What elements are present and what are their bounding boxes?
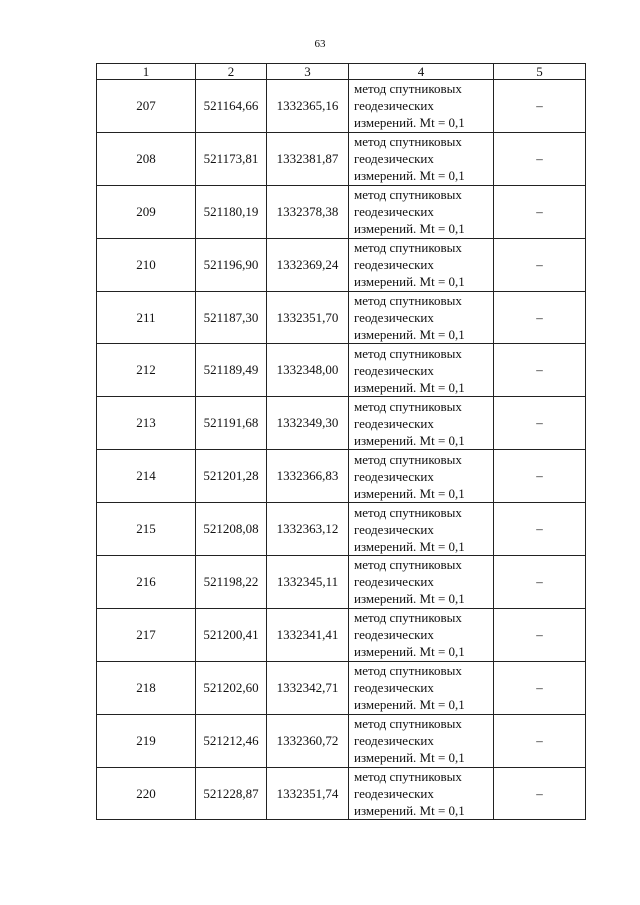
note-cell: – bbox=[494, 714, 586, 767]
note-cell: – bbox=[494, 503, 586, 556]
method-cell bbox=[349, 767, 494, 820]
x-coordinate-cell: 521164,66 bbox=[196, 80, 267, 133]
point-id-cell: 217 bbox=[97, 608, 196, 661]
point-id-cell: 215 bbox=[97, 503, 196, 556]
x-coordinate-cell: 521173,81 bbox=[196, 132, 267, 185]
note-cell: – bbox=[494, 291, 586, 344]
note-cell: – bbox=[494, 556, 586, 609]
method-line: геодезических bbox=[354, 362, 434, 378]
method-line: измерений. Mt = 0,1 bbox=[354, 697, 465, 713]
method-cell bbox=[349, 397, 494, 450]
coordinates-table bbox=[96, 63, 586, 820]
method-cell bbox=[349, 238, 494, 291]
column-header-1: 1 bbox=[97, 64, 196, 80]
note-cell: – bbox=[494, 397, 586, 450]
x-coordinate-cell: 521212,46 bbox=[196, 714, 267, 767]
method-line: геодезических bbox=[354, 98, 434, 114]
point-id-cell: 214 bbox=[97, 450, 196, 503]
table-row bbox=[97, 397, 586, 450]
method-cell bbox=[349, 608, 494, 661]
method-line: метод спутниковых bbox=[354, 610, 462, 626]
table-row bbox=[97, 450, 586, 503]
page-number: 63 bbox=[314, 38, 326, 50]
point-id-cell: 208 bbox=[97, 132, 196, 185]
method-line: метод спутниковых bbox=[354, 557, 462, 573]
method-cell bbox=[349, 450, 494, 503]
table-row bbox=[97, 185, 586, 238]
y-coordinate-cell: 1332341,41 bbox=[267, 608, 349, 661]
method-cell bbox=[349, 556, 494, 609]
point-id-cell: 212 bbox=[97, 344, 196, 397]
note-cell: – bbox=[494, 185, 586, 238]
method-cell bbox=[349, 132, 494, 185]
method-line: геодезических bbox=[354, 521, 434, 537]
method-line: метод спутниковых bbox=[354, 293, 462, 308]
method-line: геодезических bbox=[354, 627, 434, 643]
table-row bbox=[97, 238, 586, 291]
method-line: измерений. Mt = 0,1 bbox=[354, 538, 465, 554]
note-cell: – bbox=[494, 344, 586, 397]
method-line: метод спутниковых bbox=[354, 663, 462, 679]
table-row bbox=[97, 291, 586, 344]
method-line: геодезических bbox=[354, 786, 434, 802]
table-row bbox=[97, 767, 586, 820]
y-coordinate-cell: 1332381,87 bbox=[267, 132, 349, 185]
header-row bbox=[97, 64, 586, 80]
method-line: измерений. Mt = 0,1 bbox=[354, 168, 465, 184]
point-id-cell: 220 bbox=[97, 767, 196, 820]
table-body bbox=[97, 80, 586, 820]
method-line: геодезических bbox=[354, 733, 434, 749]
method-line: геодезических bbox=[354, 574, 434, 590]
method-line: метод спутниковых bbox=[354, 716, 462, 732]
point-id-cell: 216 bbox=[97, 556, 196, 609]
y-coordinate-cell: 1332345,11 bbox=[267, 556, 349, 609]
method-line: метод спутниковых bbox=[354, 504, 462, 520]
note-cell: – bbox=[494, 450, 586, 503]
method-line: измерений. Mt = 0,1 bbox=[354, 327, 465, 342]
method-line: метод спутниковых bbox=[354, 187, 462, 203]
x-coordinate-cell: 521191,68 bbox=[196, 397, 267, 450]
method-cell bbox=[349, 661, 494, 714]
method-line: геодезических bbox=[354, 468, 434, 484]
point-id-cell: 213 bbox=[97, 397, 196, 450]
method-line: метод спутниковых bbox=[354, 451, 462, 467]
note-cell: – bbox=[494, 132, 586, 185]
x-coordinate-cell: 521189,49 bbox=[196, 344, 267, 397]
column-header-3: 3 bbox=[267, 64, 349, 80]
method-line: измерений. Mt = 0,1 bbox=[354, 644, 465, 660]
x-coordinate-cell: 521202,60 bbox=[196, 661, 267, 714]
method-cell bbox=[349, 185, 494, 238]
y-coordinate-cell: 1332349,30 bbox=[267, 397, 349, 450]
method-line: геодезических bbox=[354, 415, 434, 431]
note-cell: – bbox=[494, 767, 586, 820]
y-coordinate-cell: 1332365,16 bbox=[267, 80, 349, 133]
note-cell: – bbox=[494, 661, 586, 714]
method-line: измерений. Mt = 0,1 bbox=[354, 221, 465, 237]
note-cell: – bbox=[494, 238, 586, 291]
point-id-cell: 209 bbox=[97, 185, 196, 238]
method-line: измерений. Mt = 0,1 bbox=[354, 115, 465, 131]
table-row bbox=[97, 608, 586, 661]
point-id-cell: 207 bbox=[97, 80, 196, 133]
column-header-5: 5 bbox=[494, 64, 586, 80]
table-row bbox=[97, 503, 586, 556]
table-row bbox=[97, 80, 586, 133]
table-row bbox=[97, 714, 586, 767]
x-coordinate-cell: 521201,28 bbox=[196, 450, 267, 503]
y-coordinate-cell: 1332363,12 bbox=[267, 503, 349, 556]
method-cell bbox=[349, 344, 494, 397]
method-cell bbox=[349, 714, 494, 767]
method-line: геодезических bbox=[354, 204, 434, 220]
table-row bbox=[97, 661, 586, 714]
method-line: метод спутниковых bbox=[354, 398, 462, 414]
y-coordinate-cell: 1332351,74 bbox=[267, 767, 349, 820]
point-id-cell: 211 bbox=[97, 291, 196, 344]
x-coordinate-cell: 521208,08 bbox=[196, 503, 267, 556]
y-coordinate-cell: 1332369,24 bbox=[267, 238, 349, 291]
y-coordinate-cell: 1332366,83 bbox=[267, 450, 349, 503]
method-line: геодезических bbox=[354, 680, 434, 696]
point-id-cell: 219 bbox=[97, 714, 196, 767]
method-line: метод спутниковых bbox=[354, 81, 462, 97]
x-coordinate-cell: 521228,87 bbox=[196, 767, 267, 820]
point-id-cell: 218 bbox=[97, 661, 196, 714]
method-line: измерений. Mt = 0,1 bbox=[354, 591, 465, 607]
x-coordinate-cell: 521200,41 bbox=[196, 608, 267, 661]
method-line: геодезических bbox=[354, 257, 434, 273]
x-coordinate-cell: 521187,30 bbox=[196, 291, 267, 344]
column-header-2: 2 bbox=[196, 64, 267, 80]
y-coordinate-cell: 1332378,38 bbox=[267, 185, 349, 238]
table-row bbox=[97, 344, 586, 397]
column-header-4: 4 bbox=[349, 64, 494, 80]
method-line: измерений. Mt = 0,1 bbox=[354, 274, 465, 290]
method-line: измерений. Mt = 0,1 bbox=[354, 750, 465, 766]
point-id-cell: 210 bbox=[97, 238, 196, 291]
method-line: геодезических bbox=[354, 151, 434, 167]
method-line: измерений. Mt = 0,1 bbox=[354, 432, 465, 448]
method-cell bbox=[349, 503, 494, 556]
method-line: измерений. Mt = 0,1 bbox=[354, 803, 465, 819]
method-line: метод спутниковых bbox=[354, 769, 462, 785]
method-line: измерений. Mt = 0,1 bbox=[354, 379, 465, 395]
method-line: метод спутниковых bbox=[354, 240, 462, 256]
note-cell: – bbox=[494, 80, 586, 133]
table-row bbox=[97, 132, 586, 185]
method-line: геодезических bbox=[354, 310, 434, 325]
method-cell bbox=[349, 291, 494, 344]
table-row bbox=[97, 556, 586, 609]
method-line: метод спутниковых bbox=[354, 134, 462, 150]
method-line: метод спутниковых bbox=[354, 345, 462, 361]
y-coordinate-cell: 1332342,71 bbox=[267, 661, 349, 714]
method-cell bbox=[349, 80, 494, 133]
x-coordinate-cell: 521198,22 bbox=[196, 556, 267, 609]
y-coordinate-cell: 1332351,70 bbox=[267, 291, 349, 344]
note-cell: – bbox=[494, 608, 586, 661]
x-coordinate-cell: 521180,19 bbox=[196, 185, 267, 238]
y-coordinate-cell: 1332360,72 bbox=[267, 714, 349, 767]
y-coordinate-cell: 1332348,00 bbox=[267, 344, 349, 397]
x-coordinate-cell: 521196,90 bbox=[196, 238, 267, 291]
method-line: измерений. Mt = 0,1 bbox=[354, 485, 465, 501]
